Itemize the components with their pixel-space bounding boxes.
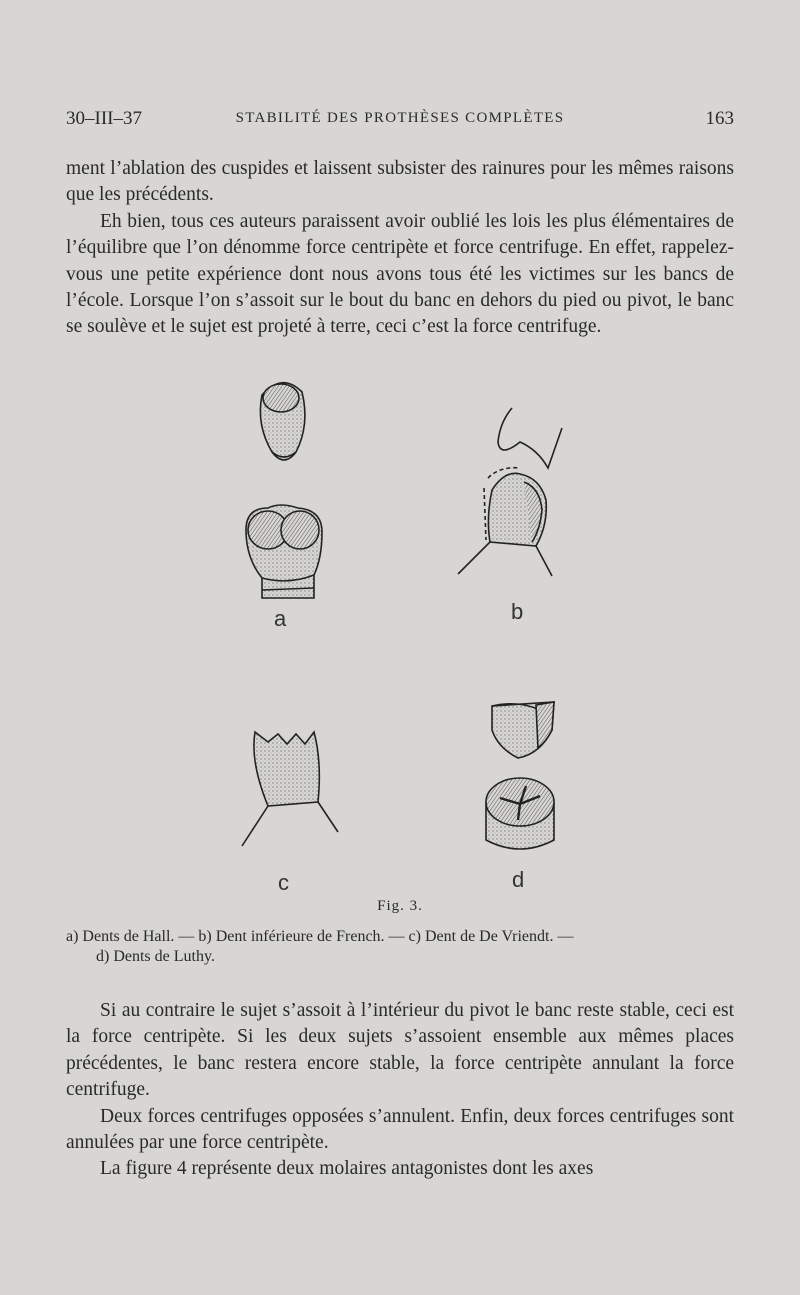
tooth-d-top — [492, 702, 554, 758]
tooth-c — [242, 732, 338, 846]
figure-3 — [0, 370, 800, 900]
page-header — [66, 108, 734, 138]
figure-caption — [66, 927, 734, 967]
date-folio: 30–III–37 — [66, 108, 142, 129]
figure-label-a: a — [274, 606, 287, 631]
paragraph: Eh bien, tous ces auteurs paraissent avoir oublié les lois les plus élémentaires de l’équilibre que l’on dénomme force centripète et force centrifuge. En effet, rappelez-vous une petite expérience dont nous avons tous été les victimes sur les bancs de l’école. Lorsque l’on s’assoit sur le bout du banc en dehors du pied ou pivot, le banc se soulève et le sujet est projeté à terre, ceci c’est la force centrifuge. — [66, 210, 734, 338]
tooth-b — [458, 408, 562, 576]
body-text-top — [66, 156, 734, 341]
tooth-a-bottom — [246, 505, 322, 598]
page-number: 163 — [705, 108, 734, 129]
figure-label-d: d — [512, 867, 525, 892]
figure-label-b: b — [511, 599, 524, 624]
figure-title: Fig. 3. — [377, 898, 423, 914]
paragraph: Si au contraire le sujet s’assoit à l’intérieur du pivot le banc reste stable, ceci est la force centripète. Si les deux sujets s’assoient ensemble aux mêmes places précédentes, le banc restera encore stable, la force centripète annulant la force centrifuge. — [66, 1000, 734, 1101]
tooth-d-bottom — [486, 778, 554, 849]
paragraph: La figure 4 représente deux molaires antagonistes dont les axes — [100, 1158, 594, 1180]
running-title: STABILITÉ DES PROTHÈSES COMPLÈTES — [235, 110, 565, 126]
caption-line: d) Dents de Luthy. — [96, 948, 215, 965]
body-text-bottom — [66, 998, 734, 1183]
paragraph: Deux forces centrifuges opposées s’annulent. Enfin, deux forces centrifuges sont annulées par une force centripète. — [66, 1105, 734, 1154]
tooth-illustrations — [0, 370, 800, 900]
figure-label-c: c — [278, 870, 289, 895]
paragraph: ment l’ablation des cuspides et laissent subsister des rainures pour les mêmes raisons que les précédents. — [66, 158, 734, 206]
tooth-a-top — [260, 383, 305, 460]
caption-line: a) Dents de Hall. — b) Dent inférieure de French. — c) Dent de De Vriendt. — — [66, 928, 574, 945]
